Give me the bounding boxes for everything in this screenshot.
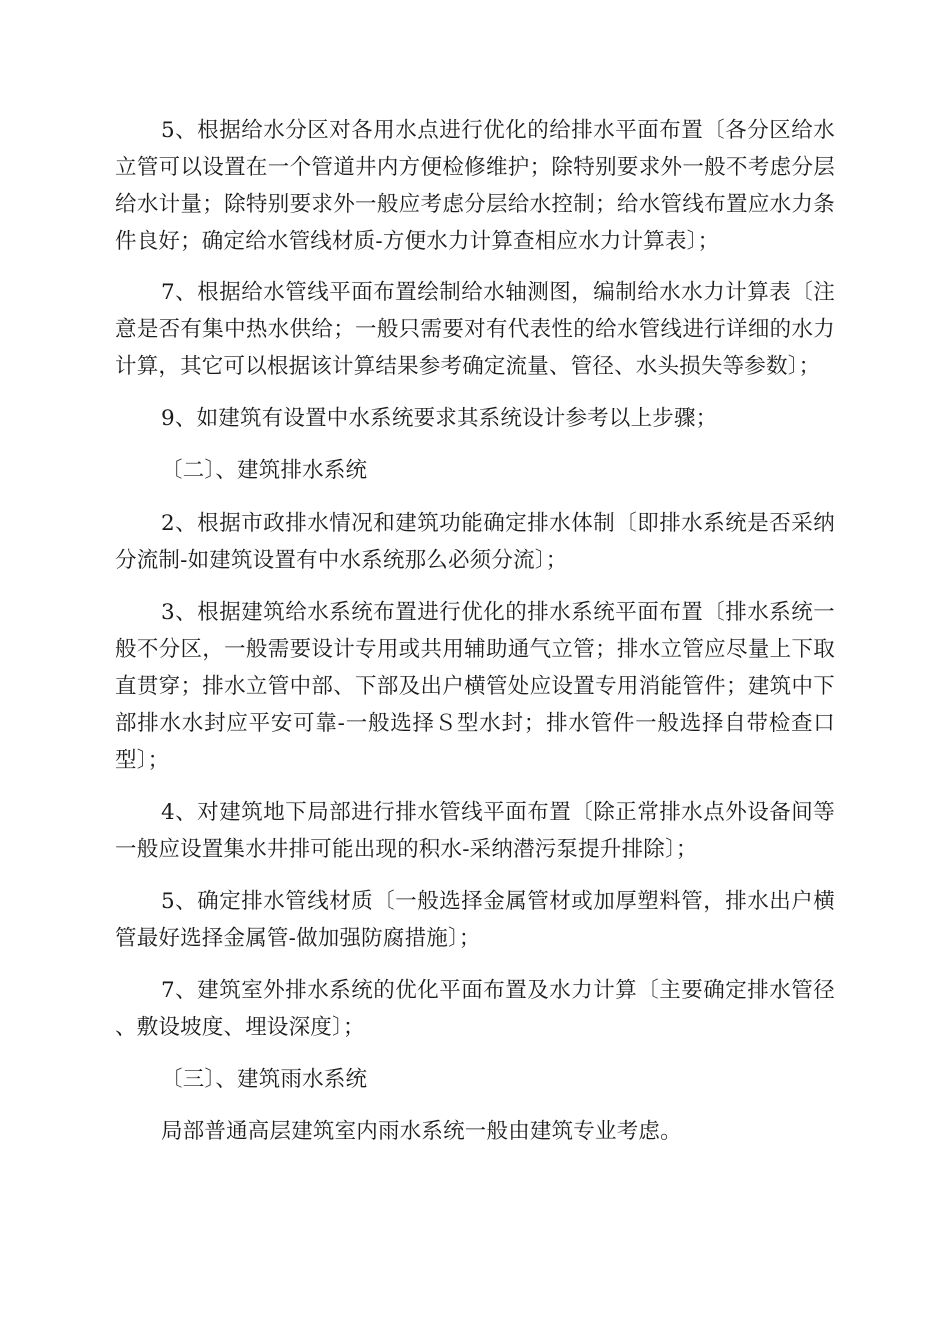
- paragraph-rainwater-system: 局部普通高层建筑室内雨水系统一般由建筑专业考虑。: [161, 1119, 682, 1144]
- paragraph-water-supply-axonometric: 7、根据给水管线平面布置绘制给水轴测图，编制给水水力计算表〔注意是否有集中热水供给；一般只需要对有代表性的给水管线进行详细的水力计算，其它可以根据该计算结果参考确定流量、管径、水头损失等参数〕；: [115, 280, 835, 379]
- paragraph-outdoor-drainage: 7、建筑室外排水系统的优化平面布置及水力计算〔主要确定排水管径、敷设坡度、埋设深度〕；: [115, 978, 835, 1040]
- paragraph-reclaimed-water: 9、如建筑有设置中水系统要求其系统设计参考以上步骤；: [161, 406, 718, 431]
- section-heading-rainwater: 〔三〕、建筑雨水系统: [161, 1067, 368, 1092]
- paragraph-drainage-layout: 3、根据建筑给水系统布置进行优化的排水系统平面布置〔排水系统一般不分区，一般需要设计专用或共用辅助通气立管；排水立管应尽量上下取直贯穿；排水立管中部、下部及出户横管处应设置专用消能管件；建筑中下部排水水封应平安可靠-一般选择Ｓ型水封；排水管件一般选择自带检查口型〕；: [115, 600, 835, 773]
- paragraph-drainage-system-type: 2、根据市政排水情况和建筑功能确定排水体制〔即排水系统是否采纳分流制-如建筑设置有中水系统那么必须分流〕；: [115, 511, 835, 573]
- document-body: [115, 112, 835, 1150]
- paragraph-basement-drainage: 4、对建筑地下局部进行排水管线平面布置〔除正常排水点外设备间等一般应设置集水井排可能出现的积水-采纳潜污泵提升排除〕；: [115, 800, 835, 862]
- paragraph-drainage-material: 5、确定排水管线材质〔一般选择金属管材或加厚塑料管，排水出户横管最好选择金属管-做加强防腐措施〕；: [115, 889, 835, 951]
- paragraph-water-supply-layout: 5、根据给水分区对各用水点进行优化的给排水平面布置〔各分区给水立管可以设置在一个管道井内方便检修维护；除特别要求外一般不考虑分层给水计量；除特别要求外一般应考虑分层给水控制；给水管线布置应水力条件良好；确定给水管线材质-方便水力计算查相应水力计算表〕；: [115, 118, 835, 254]
- section-heading-drainage: 〔二〕、建筑排水系统: [161, 458, 368, 483]
